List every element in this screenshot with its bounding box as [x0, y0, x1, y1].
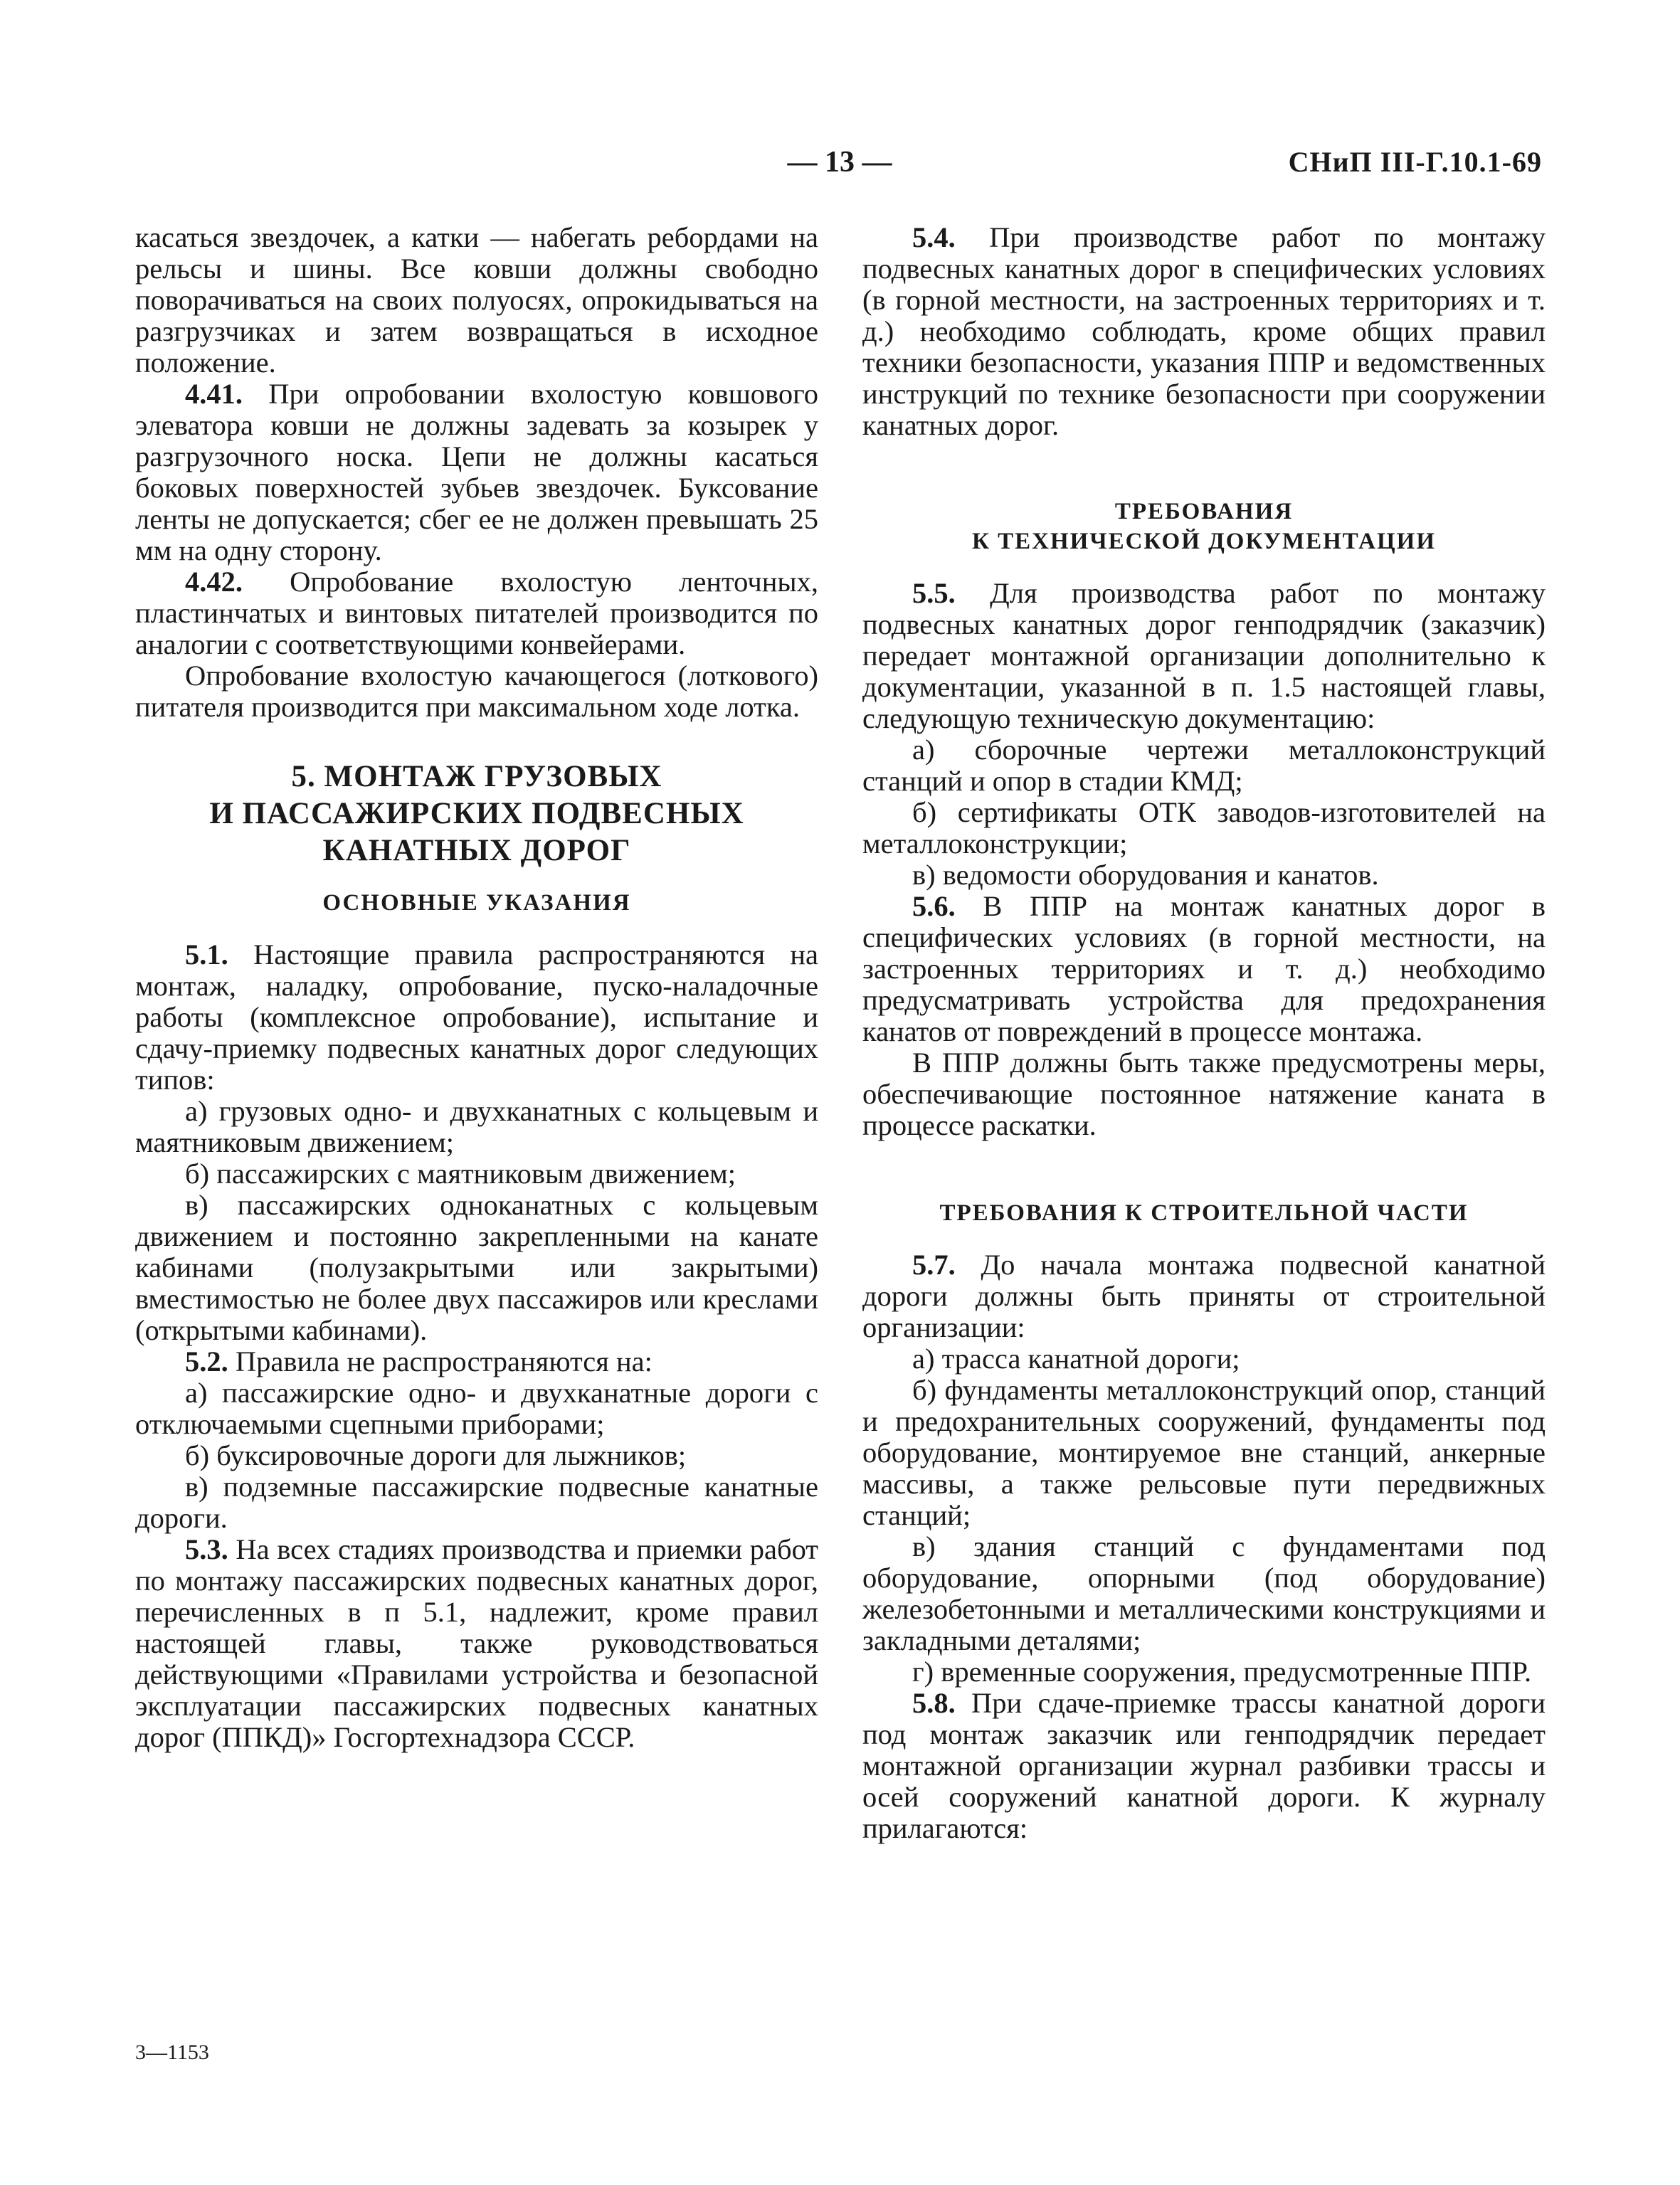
paragraph-5-7	[862, 1249, 1546, 1343]
list-item: б) пассажирских с маятниковым движением;	[185, 1158, 736, 1190]
list-item: б) фундаменты металлоконструкций опор, станций и предохранительных сооружений, фундаменты под оборудование, монтируемое вне станций, анкерные массивы, а также рельсовые пути передвижных станций;	[862, 1374, 1546, 1531]
section-title-line: КАНАТНЫХ ДОРОГ	[322, 834, 631, 867]
right-column	[862, 222, 1546, 1844]
paragraph-5-8	[862, 1688, 1546, 1844]
list-item: в) подземные пассажирские подвесные канатные дороги.	[135, 1471, 818, 1534]
paragraph-5-2	[135, 1346, 818, 1377]
paragraph-5-4	[862, 222, 1546, 441]
clause-number: 5.2.	[185, 1345, 228, 1377]
paragraph-5-6-b: В ППР должны быть также предусмотрены меры, обеспечивающие постоянное натяжение каната в процессе раскатки.	[862, 1047, 1546, 1141]
clause-number: 5.8.	[912, 1687, 956, 1719]
clause-number: 5.1.	[185, 938, 228, 970]
list-item: а) трасса канатной дороги;	[912, 1343, 1240, 1375]
list-item: а) грузовых одно- и двухканатных с кольцевым и маятниковым движением;	[135, 1095, 818, 1158]
section-heading-documentation	[862, 497, 1546, 556]
clause-number: 5.3.	[185, 1533, 228, 1565]
paragraph-5-1	[135, 939, 818, 1096]
paragraph-4-42-b: Опробование вхолостую качающегося (лоткового) питателя производится при максимальном ходе лотка.	[135, 660, 818, 723]
paragraph-5-5	[862, 578, 1546, 734]
list-item: в) ведомости оборудования и канатов.	[912, 859, 1379, 891]
heading-line: ТРЕБОВАНИЯ	[1114, 499, 1294, 524]
clause-number: 4.42.	[185, 566, 243, 598]
subsection-title: ОСНОВНЫЕ УКАЗАНИЯ	[322, 890, 631, 916]
clause-text: До начала монтажа подвесной канатной дороги должны быть приняты от строительной организации:	[862, 1249, 1546, 1343]
clause-text: При производстве работ по монтажу подвесных канатных дорог в специфических условиях (в горной местности, на застроенных территориях и т. д.) необходимо соблюдать, кроме общих правил техники безопасности, указания ППР и ведомственных инструкций по технике безопасности при сооружении канатных дорог.	[862, 221, 1546, 441]
paragraph-5-6	[862, 891, 1546, 1047]
paragraph-4-41	[135, 379, 818, 566]
section-heading-construction: ТРЕБОВАНИЯ К СТРОИТЕЛЬНОЙ ЧАСТИ	[939, 1200, 1469, 1226]
list-item: б) сертификаты ОТК заводов-изготовителей на металлоконструкции;	[862, 796, 1546, 859]
left-column	[135, 222, 818, 1753]
heading-line: К ТЕХНИЧЕСКОЙ ДОКУМЕНТАЦИИ	[971, 529, 1436, 554]
list-item: а) сборочные чертежи металлоконструкций станций и опор в стадии КМД;	[862, 734, 1546, 797]
paragraph-continuation: касаться звездочек, а катки — набегать ребордами на рельсы и шины. Все ковши должны свободно поворачиваться на своих полуосях, опрокидываться на разгрузчиках и затем возвращаться в исходное положение.	[135, 221, 818, 379]
clause-number: 5.7.	[912, 1249, 956, 1281]
clause-number: 5.5.	[912, 577, 956, 609]
clause-text: На всех стадиях производства и приемки работ по монтажу пассажирских подвесных канатных дорог, перечисленных в п 5.1, надлежит, кроме правил настоящей главы, также руководствоваться действующими «Правилами устройства и безопасной эксплуатации пассажирских подвесных канатных дорог (ППКД)» Госгортехнадзора СССР.	[135, 1533, 818, 1753]
list-item: г) временные сооружения, предусмотренные ППР.	[912, 1656, 1532, 1688]
document-code: СНиП III-Г.10.1-69	[1288, 146, 1542, 178]
page-number: — 13 —	[787, 146, 892, 179]
clause-text: Настоящие правила распространяются на монтаж, наладку, опробование, пуско-наладочные работы (комплексное опробование), испытание и сдачу-приемку подвесных канатных дорог следующих типов:	[135, 938, 818, 1096]
clause-text: Опробование вхолостую ленточных, пластинчатых и винтовых питателей производится по аналогии с соответствующими конвейерами.	[135, 566, 818, 660]
clause-number: 4.41.	[185, 378, 243, 410]
clause-text: Правила не распространяются на:	[228, 1345, 653, 1377]
list-item: в) пассажирских одноканатных с кольцевым движением и постоянно закрепленными на канате кабинами (полузакрытыми или закрытыми) вместимостью не более двух пассажиров или креслами (открытыми кабинами).	[135, 1189, 818, 1346]
paragraph-5-3	[135, 1534, 818, 1753]
section-title-line: И ПАССАЖИРСКИХ ПОДВЕСНЫХ	[209, 797, 744, 830]
clause-number: 5.4.	[912, 221, 956, 253]
print-signature: 3—1153	[135, 2041, 209, 2064]
clause-text: При сдаче-приемке трассы канатной дороги под монтаж заказчик или генподрядчик передает монтажной организации журнал разбивки трассы и осей сооружений канатной дороги. К журналу прилагаются:	[862, 1687, 1546, 1844]
list-item: а) пассажирские одно- и двухканатные дороги с отключаемыми сцепными приборами;	[135, 1377, 818, 1440]
clause-text: В ППР на монтаж канатных дорог в специфических условиях (в горной местности, на застроенных территориях и т. д.) необходимо предусматривать устройства для предохранения канатов от повреждений в процессе монтажа.	[862, 890, 1546, 1047]
clause-text: Для производства работ по монтажу подвесных канатных дорог генподрядчик (заказчик) передает монтажной организации дополнительно к документации, указанной в п. 1.5 настоящей главы, следующую техническую документацию:	[862, 577, 1546, 734]
clause-number: 5.6.	[912, 890, 956, 922]
section-title	[135, 758, 818, 869]
paragraph-4-42	[135, 566, 818, 660]
clause-text: При опробовании вхолостую ковшового элеватора ковши не должны задевать за козырек у разгрузочного носка. Цепи не должны касаться боковых поверхностей зубьев звездочек. Буксование ленты не допускается; сбег ее не должен превышать 25 мм на одну сторону.	[135, 378, 818, 566]
list-item: в) здания станций с фундаментами под оборудование, опорными (под оборудование) железобетонными и металлическими конструкциями и закладными деталями;	[862, 1530, 1546, 1656]
section-title-line: 5. МОНТАЖ ГРУЗОВЫХ	[291, 760, 662, 793]
list-item: б) буксировочные дороги для лыжников;	[185, 1439, 687, 1471]
